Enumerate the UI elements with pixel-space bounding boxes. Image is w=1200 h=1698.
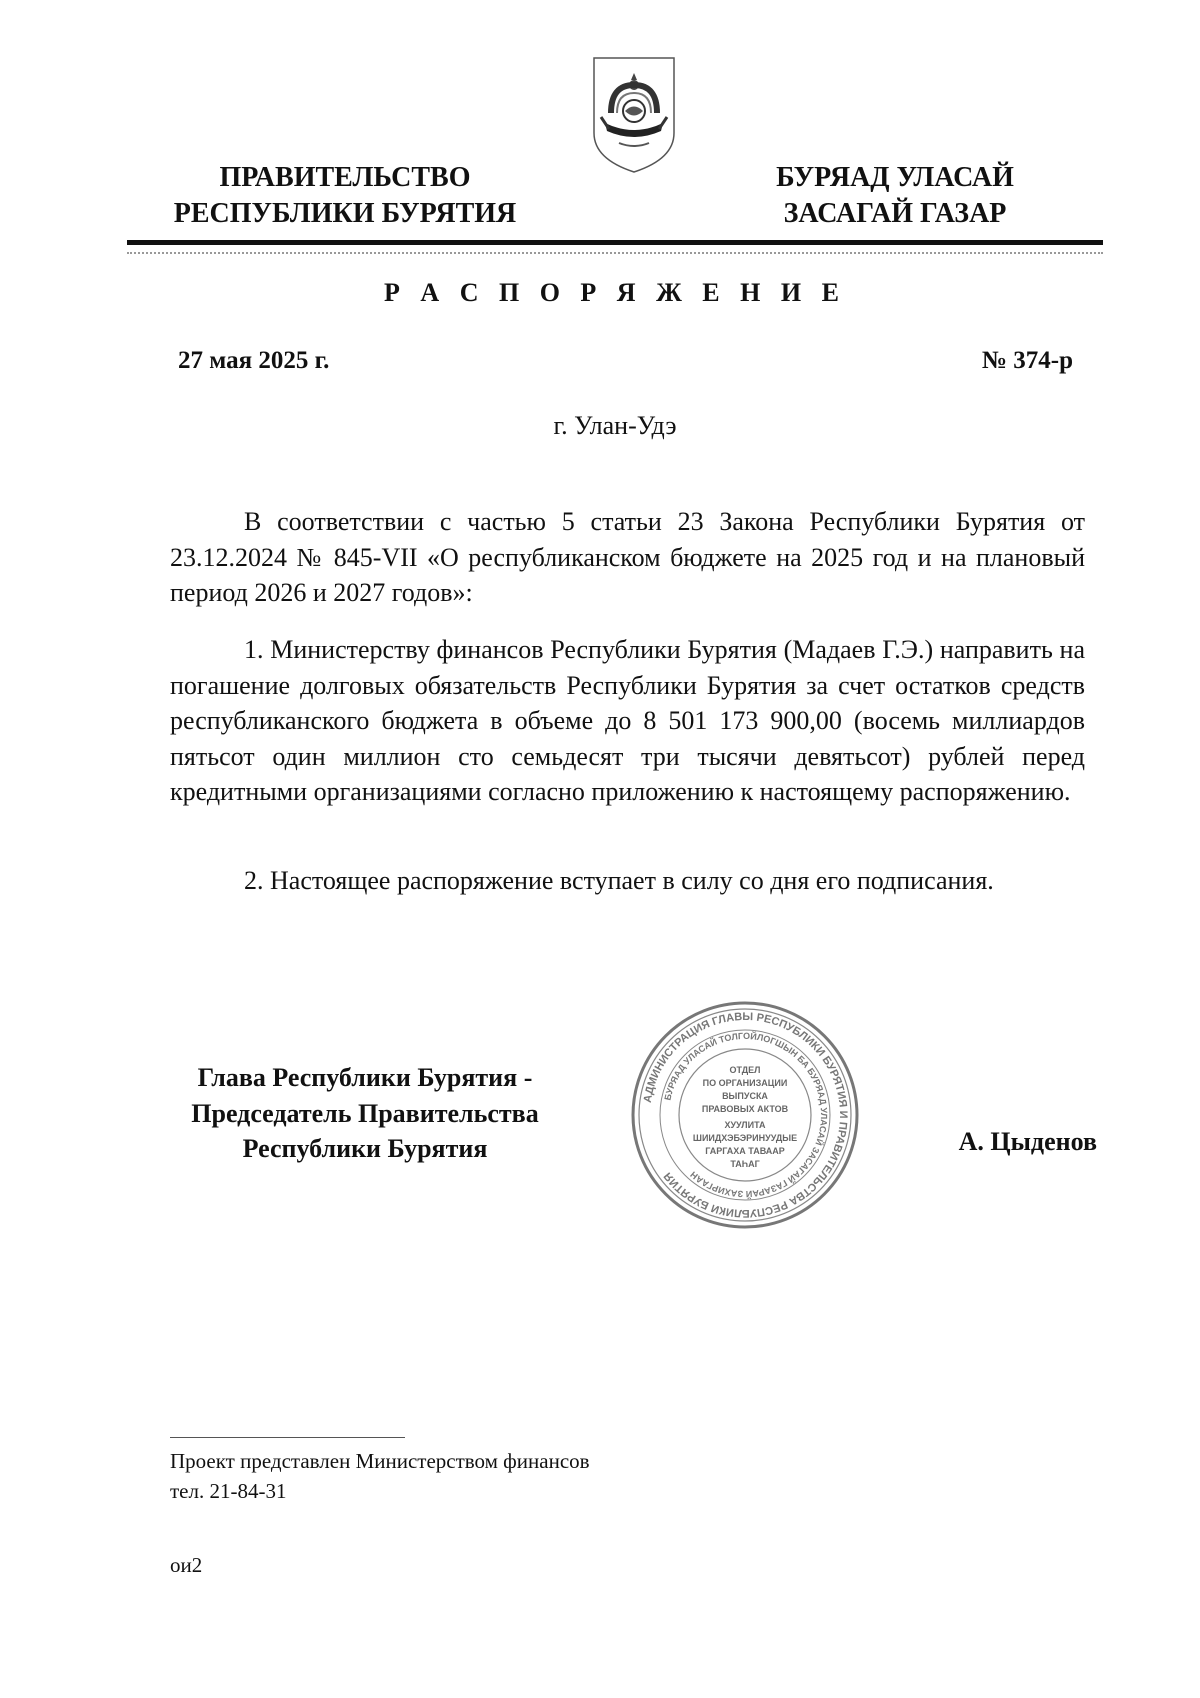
- signatory-title: [160, 1060, 570, 1167]
- seal-center-line: ГАРГАХА ТАВААР: [705, 1146, 785, 1156]
- signatory-title-line3: Республики Бурятия: [242, 1134, 488, 1163]
- header-ru: [150, 160, 540, 232]
- document-type: Р А С П О Р Я Ж Е Н И Е: [384, 278, 846, 307]
- document-code: ои2: [170, 1553, 203, 1577]
- footnote-line-1: Проект представлен Министерством финансов: [170, 1449, 590, 1473]
- footnote-line-2: тел. 21-84-31: [170, 1479, 287, 1503]
- item-2-paragraph: [170, 863, 1085, 899]
- seal-center-line: ТАҺАГ: [730, 1159, 760, 1169]
- svg-text:БУРЯАД УЛАСАЙ ТОЛГОЙЛОГШЫН БА: [662, 1030, 829, 1200]
- header-divider-thin: [127, 252, 1103, 254]
- official-seal: [630, 1000, 860, 1230]
- header-divider-thick: [127, 240, 1103, 245]
- footnote-divider: [170, 1437, 405, 1438]
- header-bua-line2: ЗАСАГАЙ ГАЗАР: [783, 198, 1007, 229]
- item-1-text: 1. Министерству финансов Республики Бурятия (Мадаев Г.Э.) направить на погашение долговых обязательств Республики Бурятия за счет остатков средств республиканского бюджета в объеме до 8 501 173 900,00 (восемь миллиардов пятьсот один миллион сто семьдесят три тысячи девятьсот) рублей перед кредитными организациями согласно приложению к настоящему распоряжению.: [170, 635, 1085, 806]
- seal-center-line: ХУУЛИТА: [724, 1120, 766, 1130]
- seal-center-line: ПО ОРГАНИЗАЦИИ: [702, 1078, 788, 1088]
- svg-text:АДМИНИСТРАЦИЯ ГЛАВЫ РЕСПУБЛИКИ: [642, 1011, 849, 1219]
- preamble-text: В соответствии с частью 5 статьи 23 Закона Республики Бурятия от 23.12.2024 № 845-VII «О республиканском бюджете на 2025 год и на плановый период 2026 и 2027 годов»:: [170, 507, 1085, 607]
- signatory-title-line1: Глава Республики Бурятия -: [197, 1063, 533, 1092]
- seal-center-line: ВЫПУСКА: [722, 1091, 768, 1101]
- document-number: № 374-р: [981, 347, 1073, 374]
- header-bua: [745, 160, 1045, 232]
- item-2-text: 2. Настоящее распоряжение вступает в силу со дня его подписания.: [244, 866, 994, 895]
- seal-inner-text: БУРЯАД УЛАСАЙ ТОЛГОЙЛОГШЫН БА БУРЯАД УЛАСАЙ ЗАСАГАЙ ГАЗАРАЙ ЗАХИРГААН: [662, 1030, 830, 1200]
- preamble-paragraph: [170, 504, 1085, 611]
- seal-center-line: ОТДЕЛ: [729, 1065, 761, 1075]
- item-1-paragraph: [170, 632, 1085, 810]
- signatory-title-line2: Председатель Правительства: [191, 1098, 539, 1128]
- signatory-name: А. Цыденов: [958, 1127, 1097, 1156]
- coat-of-arms-icon: [591, 55, 677, 175]
- header-bua-line1: БУРЯАД УЛАСАЙ: [776, 162, 1014, 193]
- header-ru-line1: ПРАВИТЕЛЬСТВО: [219, 162, 471, 193]
- seal-center-line: ШИИДХЭБЭРИНУУДЫЕ: [692, 1133, 798, 1143]
- seal-center-line: ПРАВОВЫХ АКТОВ: [701, 1104, 789, 1114]
- document-date: 27 мая 2025 г.: [178, 347, 330, 374]
- seal-outer-text: АДМИНИСТРАЦИЯ ГЛАВЫ РЕСПУБЛИКИ БУРЯТИЯ И ПРАВИТЕЛЬСТВА РЕСПУБЛИКИ БУРЯТИЯ: [641, 1010, 850, 1220]
- document-city: г. Улан-Удэ: [553, 411, 677, 440]
- header-ru-line2: РЕСПУБЛИКИ БУРЯТИЯ: [173, 198, 517, 229]
